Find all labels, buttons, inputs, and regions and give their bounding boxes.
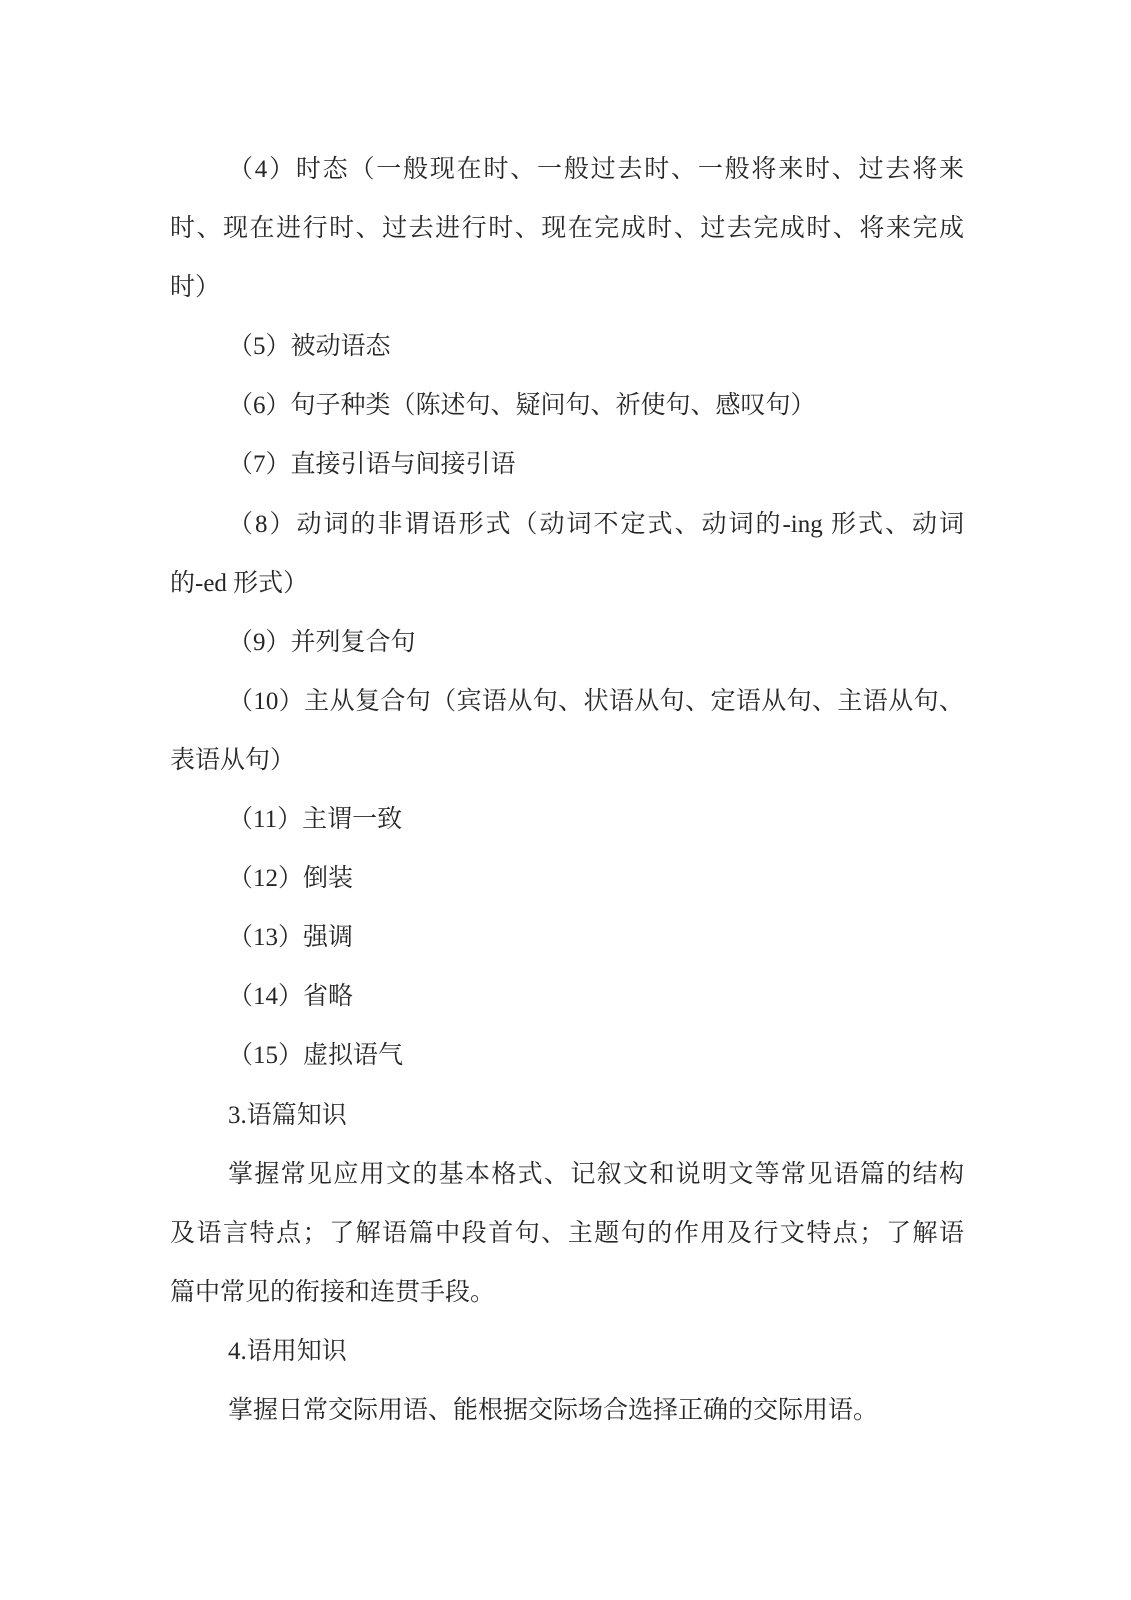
text-line: 篇中常见的衔接和连贯手段。	[170, 1278, 496, 1306]
text-line: 时）	[170, 274, 221, 302]
text-line: （15）虚拟语气	[228, 1042, 404, 1070]
text-line: （4）时态（一般现在时、一般过去时、一般将来时、过去将来	[228, 156, 964, 183]
text-line: （9）并列复合句	[228, 628, 416, 656]
text-line: 掌握常见应用文的基本格式、记叙文和说明文等常见语篇的结构	[228, 1160, 964, 1188]
text-line: 4.语用知识	[228, 1337, 347, 1365]
text-line: （12）倒装	[228, 865, 354, 893]
text-line: 时、现在进行时、过去进行时、现在完成时、过去完成时、将来完成	[170, 215, 964, 243]
text-line: （10）主从复合句（宾语从句、状语从句、定语从句、主语从句、	[228, 687, 964, 715]
text-line: 的-ed 形式）	[170, 569, 309, 597]
text-line: （14）省略	[228, 983, 354, 1011]
text-line: 掌握日常交际用语、能根据交际场合选择正确的交际用语。	[228, 1396, 879, 1424]
text-line: 3.语篇知识	[228, 1101, 347, 1129]
text-line: 表语从句）	[170, 746, 296, 774]
text-line: （13）强调	[228, 924, 354, 952]
text-line: （6）句子种类（陈述句、疑问句、祈使句、感叹句）	[228, 392, 816, 420]
document-text-block	[170, 140, 964, 1440]
text-line: （8）动词的非谓语形式（动词不定式、动词的-ing 形式、动词	[228, 510, 964, 538]
text-line: （7）直接引语与间接引语	[228, 451, 516, 479]
text-line: （11）主谓一致	[228, 806, 403, 834]
text-line: 及语言特点；了解语篇中段首句、主题句的作用及行文特点；了解语	[170, 1219, 964, 1247]
text-line: （5）被动语态	[228, 333, 391, 361]
